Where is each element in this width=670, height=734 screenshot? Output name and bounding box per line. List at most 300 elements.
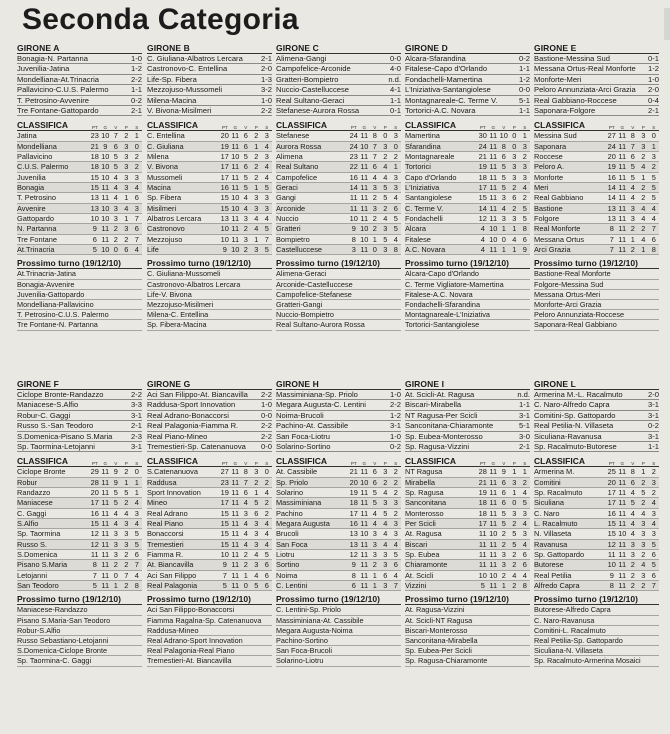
team-stat: 4: [522, 183, 527, 193]
team-stat: 11: [618, 550, 627, 560]
next-match: Gratteri-Gangi: [276, 300, 401, 310]
result-row: [534, 96, 659, 106]
result-row: [405, 106, 530, 116]
stat-column-header: V: [114, 461, 118, 467]
result-row: [534, 442, 659, 452]
result-row: [276, 75, 401, 85]
girone-header: GIRONE C: [276, 44, 401, 54]
standings-row: [405, 488, 530, 498]
team-stat: 2: [243, 550, 248, 560]
next-match: Monforte-Arci Grazia: [534, 300, 659, 310]
team-name: Jatina: [17, 131, 37, 141]
team-stat: 9: [222, 245, 227, 255]
team-name: Mezzojuso: [147, 234, 183, 244]
standings-table: [276, 131, 401, 255]
gironi-grid: [17, 44, 667, 734]
team-name: Real Palagonia: [147, 581, 198, 591]
team-stat: 11: [618, 183, 627, 193]
team-stat: 5: [393, 224, 398, 234]
next-match: Comitini-L. Racalmuto: [534, 626, 659, 636]
team-name: Aci San Filippo: [147, 570, 197, 580]
team-stat: 11: [231, 183, 240, 193]
match-score: 5-1: [519, 95, 530, 105]
match-score: 0-0: [261, 441, 272, 451]
team-stat: 2: [512, 203, 517, 213]
team-stat: 1: [243, 570, 248, 580]
team-stat: 5: [134, 529, 139, 539]
team-stat: 11: [360, 152, 369, 162]
team-stat: 11: [360, 193, 369, 203]
team-stat: 7: [372, 152, 377, 162]
team-stat: 6: [393, 203, 398, 213]
next-match: Biscari-Monterosso: [405, 626, 530, 636]
team-stat: 3: [254, 529, 259, 539]
next-match: Solarino-Liotru: [276, 656, 401, 666]
team-stat: 0: [134, 467, 139, 477]
standings-row: [17, 540, 142, 550]
team-name: Pallavicino: [17, 152, 53, 162]
standings-row: [276, 235, 401, 245]
team-stat: 3: [393, 183, 398, 193]
match-name: Alcara-Sfarandina: [405, 54, 466, 63]
team-stat: 11: [231, 214, 240, 224]
result-row: [147, 411, 272, 421]
team-stat: 2: [243, 224, 248, 234]
standings-row: [405, 540, 530, 550]
team-name: Gratteri: [276, 224, 301, 234]
team-name: L. Racalmuto: [534, 519, 578, 529]
next-match: T. Petrosino-C.U.S. Palermo: [17, 310, 142, 320]
team-stat: 11: [618, 508, 627, 518]
team-stat: 11: [360, 550, 369, 560]
team-stat: 2: [124, 131, 129, 141]
team-stat: 16: [90, 508, 99, 518]
standings-table: [17, 467, 142, 591]
team-stat: 13: [607, 203, 616, 213]
result-row: [17, 432, 142, 442]
team-stat: 4: [264, 519, 269, 529]
result-row: [147, 390, 272, 400]
match-score: 0-2: [648, 421, 659, 431]
team-stat: 3: [254, 519, 259, 529]
classifica-title: CLASSIFICA: [405, 456, 456, 467]
match-score: 1-1: [648, 441, 659, 451]
match-score: 1-1: [519, 400, 530, 410]
team-stat: 10: [231, 203, 240, 213]
standings-row: [534, 529, 659, 539]
team-stat: 6: [630, 152, 635, 162]
team-stat: 10: [101, 131, 110, 141]
match-name: Real Sultano-Geraci: [276, 95, 345, 105]
team-stat: 15: [607, 519, 616, 529]
team-stat: 3: [124, 183, 129, 193]
team-stat: 7: [651, 581, 656, 591]
team-stat: 4: [641, 508, 646, 518]
team-stat: 11: [101, 183, 110, 193]
standings-row: [276, 498, 401, 508]
team-stat: 2: [124, 581, 129, 591]
standings-table: [405, 131, 530, 255]
team-stat: 3: [522, 508, 527, 518]
result-row: [147, 106, 272, 116]
stat-column-header: G: [103, 461, 108, 467]
team-stat: 4: [651, 214, 656, 224]
team-name: Solarino: [276, 488, 304, 498]
team-stat: 10: [101, 203, 110, 213]
team-name: Sp. Gattopardo: [534, 550, 585, 560]
team-name: Mondelliana: [17, 141, 57, 151]
standings-row: [147, 204, 272, 214]
team-stat: 11: [618, 203, 627, 213]
team-stat: 6: [522, 560, 527, 570]
match-score: 1-2: [390, 410, 401, 420]
stat-column-header: P: [254, 125, 258, 131]
next-match: Castronovo-Albatros Lercara: [147, 280, 272, 290]
match-score: 2-1: [261, 54, 272, 63]
match-name: Tortorici-A.C. Novara: [405, 105, 476, 115]
team-stat: 4: [641, 162, 646, 172]
team-stat: 24: [607, 141, 616, 151]
team-stat: 30: [478, 131, 487, 141]
team-stat: 5: [113, 488, 118, 498]
team-stat: 9: [351, 560, 356, 570]
team-name: Sport Innovation: [147, 488, 201, 498]
standings-row: [17, 478, 142, 488]
team-stat: 2: [254, 172, 259, 182]
team-stat: 4: [372, 508, 377, 518]
team-name: Comitini: [534, 477, 561, 487]
team-stat: 2: [512, 550, 517, 560]
team-stat: 2: [630, 581, 635, 591]
team-stat: 9: [501, 467, 506, 477]
classifica-header: [147, 120, 272, 131]
team-stat: 10: [231, 193, 240, 203]
team-stat: 1: [372, 581, 377, 591]
results-list: [147, 390, 272, 452]
girone-header: GIRONE D: [405, 44, 530, 54]
next-match: Messana Ortus-Meri: [534, 290, 659, 300]
match-name: Sp. Ragusa-Vizzini: [405, 441, 470, 451]
team-name: At. Biancavilla: [147, 560, 194, 570]
team-stat: 21: [478, 152, 487, 162]
match-name: Pallavicino-C.U.S. Palermo: [17, 85, 109, 95]
standings-row: [17, 581, 142, 591]
team-stat: 3: [641, 131, 646, 141]
team-name: Roccese: [534, 152, 563, 162]
match-score: 1-2: [648, 64, 659, 74]
team-name: Pisano S.Maria: [17, 560, 68, 570]
standings-row: [147, 131, 272, 141]
team-stat: 11: [618, 477, 627, 487]
result-row: [276, 85, 401, 95]
team-stat: 4: [243, 539, 248, 549]
match-score: 1-3: [261, 74, 272, 84]
stat-column-header: S: [652, 461, 656, 467]
team-name: Noima: [276, 570, 298, 580]
team-stat: 11: [101, 539, 110, 549]
match-score: 0-0: [261, 410, 272, 420]
team-stat: 11: [231, 581, 240, 591]
team-name: Albatros Lercara: [147, 214, 202, 224]
stat-column-header: G: [233, 461, 238, 467]
team-stat: 11: [478, 550, 487, 560]
next-round-header: Prossimo turno (19/12/10): [405, 594, 530, 605]
stat-column-header: S: [394, 125, 398, 131]
match-score: 2-1: [519, 441, 530, 451]
next-match: Aci San Filippo-Bonaccorsi: [147, 605, 272, 615]
team-name: Santangiolese: [405, 193, 452, 203]
team-stat: 9: [222, 560, 227, 570]
team-stat: 3: [501, 550, 506, 560]
stat-column-header: P: [124, 461, 128, 467]
team-stat: 2: [393, 488, 398, 498]
team-name: Castelluccese: [276, 245, 323, 255]
result-row: [405, 64, 530, 74]
match-score: 2-3: [131, 431, 142, 441]
team-stat: 3: [512, 477, 517, 487]
match-name: T. Petrosino-Avvenire: [17, 95, 90, 105]
team-name: Arconide: [276, 203, 306, 213]
team-stat: 2: [383, 477, 388, 487]
match-score: 3-0: [519, 431, 530, 441]
team-stat: 1: [372, 570, 377, 580]
team-stat: 4: [651, 498, 656, 508]
team-stat: 22: [349, 162, 358, 172]
stat-column-header: V: [373, 125, 377, 131]
match-score: 2-2: [261, 105, 272, 115]
team-stat: 3: [264, 203, 269, 213]
team-stat: 5: [501, 508, 506, 518]
match-score: 1-1: [390, 95, 401, 105]
stat-column-header: G: [620, 125, 625, 131]
standings-row: [276, 162, 401, 172]
team-stat: 4: [383, 488, 388, 498]
team-stat: 6: [351, 581, 356, 591]
team-stat: 11: [360, 560, 369, 570]
next-match: Megara Augusta-Noima: [276, 626, 401, 636]
team-stat: 1: [254, 488, 259, 498]
result-row: [17, 64, 142, 74]
stat-column-header: P: [383, 125, 387, 131]
team-name: C. Giuliana: [147, 141, 184, 151]
team-stat: 7: [92, 570, 97, 580]
girone-header: GIRONE G: [147, 380, 272, 390]
standings-row: [147, 467, 272, 477]
team-stat: 0: [512, 498, 517, 508]
standings-table: [17, 131, 142, 255]
next-match: Sp. Fibera-Macina: [147, 320, 272, 330]
team-name: Real Petilia: [534, 570, 572, 580]
classifica-header: [17, 120, 142, 131]
team-stat: 2: [254, 162, 259, 172]
team-name: Randazzo: [17, 488, 51, 498]
match-score: 3-1: [390, 421, 401, 431]
result-row: [147, 400, 272, 410]
girone-block: [17, 380, 142, 667]
team-stat: 7: [124, 570, 129, 580]
team-stat: 21: [349, 467, 358, 477]
team-name: Robur: [17, 477, 38, 487]
next-match: Tremestieri-At. Biancavilla: [147, 656, 272, 666]
team-stat: 10: [360, 529, 369, 539]
standings-table: [276, 467, 401, 591]
team-name: C. Naro: [534, 508, 560, 518]
stat-column-header: S: [523, 125, 527, 131]
girone-block: [405, 44, 530, 331]
team-stat: 10: [360, 234, 369, 244]
standings-row: [405, 162, 530, 172]
team-name: T. Petrosino: [17, 193, 57, 203]
team-stat: 4: [651, 519, 656, 529]
team-stat: 0: [264, 467, 269, 477]
team-stat: 10: [618, 529, 627, 539]
team-stat: 8: [501, 141, 506, 151]
team-stat: 11: [101, 193, 110, 203]
next-match: Fiamma Ragalna-Sp. Catenanuova: [147, 616, 272, 626]
team-stat: 11: [618, 162, 627, 172]
team-stat: 11: [489, 508, 498, 518]
standings-row: [276, 183, 401, 193]
team-stat: 11: [231, 234, 240, 244]
team-stat: 11: [231, 550, 240, 560]
team-stat: 6: [522, 550, 527, 560]
team-stat: 5: [383, 234, 388, 244]
team-stat: 11: [360, 131, 369, 141]
team-stat: 1: [512, 224, 517, 234]
girone-block: [534, 380, 659, 667]
team-stat: 6: [512, 193, 517, 203]
team-stat: 3: [254, 193, 259, 203]
team-stat: 3: [522, 172, 527, 182]
team-stat: 11: [489, 152, 498, 162]
team-name: Raddusa: [147, 477, 177, 487]
team-name: Sp. Racalmuto: [534, 488, 583, 498]
team-stat: 11: [101, 498, 110, 508]
team-stat: 3: [124, 162, 129, 172]
team-stat: 4: [393, 570, 398, 580]
team-stat: 4: [124, 508, 129, 518]
team-stat: 4: [254, 550, 259, 560]
team-stat: 5: [383, 193, 388, 203]
standings-row: [17, 550, 142, 560]
standings-row: [405, 183, 530, 193]
team-stat: 4: [522, 488, 527, 498]
team-stat: 12: [90, 539, 99, 549]
next-match: C. Giuliana-Mussomeli: [147, 269, 272, 279]
team-stat: 14: [607, 193, 616, 203]
match-name: Real Piano-Mineo: [147, 431, 208, 441]
match-name: Milena-Macina: [147, 95, 197, 105]
team-stat: 11: [231, 467, 240, 477]
stat-column-header: P: [124, 125, 128, 131]
team-stat: 3: [383, 581, 388, 591]
team-stat: 3: [372, 550, 377, 560]
team-stat: 4: [134, 245, 139, 255]
team-stat: 11: [489, 214, 498, 224]
team-stat: 11: [360, 570, 369, 580]
team-stat: 3: [522, 141, 527, 151]
team-stat: 4: [630, 488, 635, 498]
next-match: Folgore-Messina Sud: [534, 280, 659, 290]
match-score: 3-1: [648, 410, 659, 420]
result-row: [17, 411, 142, 421]
team-stat: 1: [641, 172, 646, 182]
team-stat: 5: [522, 498, 527, 508]
team-stat: 1: [124, 214, 129, 224]
match-score: 0-1: [390, 105, 401, 115]
team-stat: 17: [90, 498, 99, 508]
team-stat: 11: [618, 141, 627, 151]
team-name: Tre Fontane: [17, 234, 57, 244]
standings-row: [405, 571, 530, 581]
team-stat: 11: [618, 172, 627, 182]
team-stat: 2: [113, 234, 118, 244]
next-match: Fitalese-A.C. Novara: [405, 290, 530, 300]
standings-row: [534, 235, 659, 245]
match-name: San Foca-Liotru: [276, 431, 331, 441]
result-row: [147, 442, 272, 452]
result-row: [147, 64, 272, 74]
standings-row: [405, 581, 530, 591]
result-row: [147, 54, 272, 64]
next-match: Tortorici-Santangiolese: [405, 320, 530, 330]
team-stat: 17: [220, 498, 229, 508]
team-stat: 8: [372, 131, 377, 141]
team-stat: 3: [113, 550, 118, 560]
match-score: 1-0: [390, 431, 401, 441]
standings-row: [276, 193, 401, 203]
match-name: Fitalese-Capo d'Orlando: [405, 64, 488, 74]
match-name: Real Petilia-N. Villaseta: [534, 421, 614, 431]
result-row: [17, 400, 142, 410]
team-stat: 10: [101, 162, 110, 172]
stat-column-header: PT: [350, 461, 357, 467]
team-stat: 11: [360, 498, 369, 508]
standings-row: [276, 245, 401, 255]
team-stat: 11: [360, 581, 369, 591]
team-stat: 11: [360, 214, 369, 224]
match-name: Nuccio-Castelluccese: [276, 85, 350, 95]
team-stat: 4: [372, 519, 377, 529]
next-match: Nuccio-Bompietro: [276, 310, 401, 320]
standings-row: [405, 560, 530, 570]
standings-row: [276, 173, 401, 183]
team-stat: 3: [512, 162, 517, 172]
stat-column-header: PT: [221, 461, 228, 467]
team-name: Ravanusa: [534, 539, 568, 549]
team-stat: 5: [480, 581, 485, 591]
match-name: Life-Sp. Fibera: [147, 74, 197, 84]
team-stat: 11: [489, 539, 498, 549]
match-score: 2-2: [131, 390, 142, 399]
standings-row: [17, 235, 142, 245]
team-stat: 13: [90, 203, 99, 213]
team-stat: 11: [101, 508, 110, 518]
team-stat: 24: [349, 131, 358, 141]
team-stat: 1: [501, 581, 506, 591]
stat-column-header: S: [135, 125, 139, 131]
team-stat: 4: [641, 560, 646, 570]
next-match: Maniacese-Randazzo: [17, 605, 142, 615]
standings-row: [17, 193, 142, 203]
team-stat: 6: [134, 224, 139, 234]
team-stat: 18: [90, 162, 99, 172]
team-stat: 15: [220, 508, 229, 518]
result-row: [534, 432, 659, 442]
team-stat: 5: [651, 183, 656, 193]
team-stat: 3: [501, 193, 506, 203]
team-name: Siculiana: [534, 498, 564, 508]
